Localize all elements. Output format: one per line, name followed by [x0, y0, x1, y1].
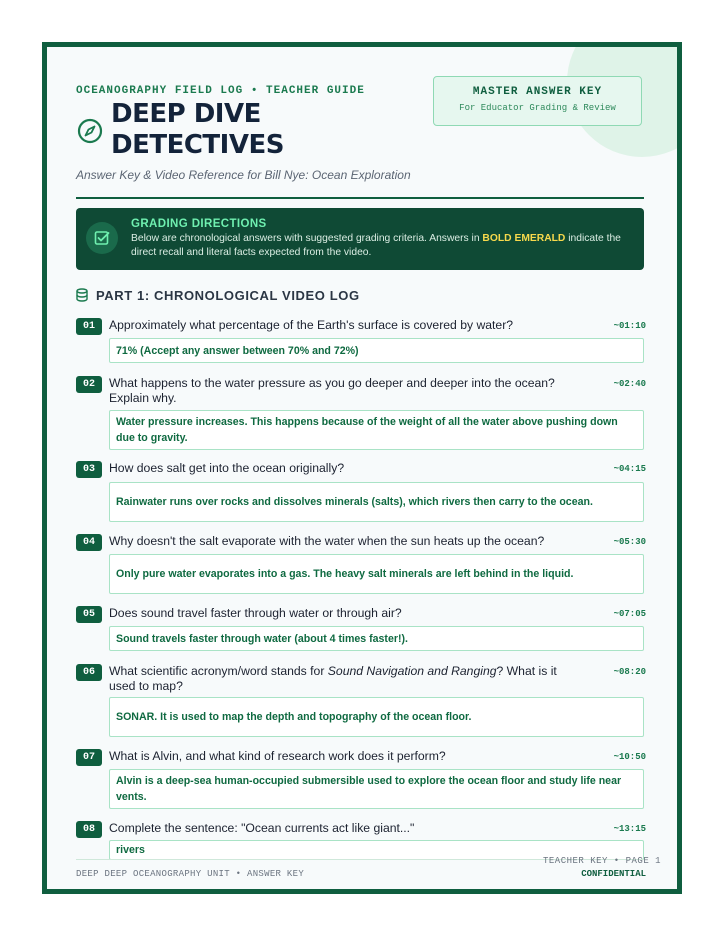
- eyebrow-label: OCEANOGRAPHY FIELD LOG • TEACHER GUIDE: [76, 85, 365, 97]
- question-text: Why doesn't the salt evaporate with the water when the sun heats up the ocean?: [109, 534, 545, 548]
- question-text: Approximately what percentage of the Earth's surface is covered by water?: [109, 318, 514, 332]
- question-number: 07: [76, 749, 102, 766]
- question-text-before: What scientific acronym/word stands for: [109, 664, 328, 678]
- grading-highlight: BOLD EMERALD: [482, 233, 566, 244]
- answer-box: Water pressure increases. This happens because of the weight of all the water above pushing down due to gravity.: [109, 410, 644, 450]
- answer-key-page: [42, 42, 682, 894]
- page-subtitle: Answer Key & Video Reference for Bill Nye: Ocean Exploration: [76, 168, 411, 182]
- answer-box: SONAR. It is used to map the depth and topography of the ocean floor.: [109, 697, 644, 737]
- grading-title: GRADING DIRECTIONS: [131, 218, 267, 230]
- question-text: [109, 664, 574, 694]
- header-divider: [76, 197, 644, 199]
- question-text: How does salt get into the ocean originally?: [109, 461, 345, 475]
- question-number: 04: [76, 534, 102, 551]
- timestamp: ~01:10: [613, 321, 646, 331]
- timestamp: ~02:40: [613, 379, 646, 389]
- answer-box: Only pure water evaporates into a gas. The heavy salt minerals are left behind in the liquid.: [109, 554, 644, 594]
- question-number: 05: [76, 606, 102, 623]
- question-text-italic: Sound Navigation and Ranging: [327, 664, 497, 678]
- timestamp: ~10:50: [613, 752, 646, 762]
- part1-title: PART 1: CHRONOLOGICAL VIDEO LOG: [96, 287, 360, 303]
- title-line-1: DEEP DIVE: [111, 99, 261, 129]
- question-number: 06: [76, 664, 102, 681]
- confidential-label: CONFIDENTIAL: [581, 869, 646, 879]
- master-key-badge: [433, 76, 642, 126]
- checkbox-icon: [86, 222, 118, 254]
- timestamp: ~13:15: [613, 824, 646, 834]
- answer-box: Alvin is a deep-sea human-occupied submersible used to explore the ocean floor and study life near vents.: [109, 769, 644, 809]
- footer-unit-label: DEEP DEEP OCEANOGRAPHY UNIT • ANSWER KEY: [76, 869, 305, 879]
- question-number: 01: [76, 318, 102, 335]
- grading-directions-panel: [76, 208, 644, 270]
- grading-text: [131, 232, 631, 260]
- question-number: 03: [76, 461, 102, 478]
- part1-heading: [76, 285, 360, 305]
- answer-box: Rainwater runs over rocks and dissolves minerals (salts), which rivers then carry to the ocean.: [109, 482, 644, 522]
- grading-text-before: Below are chronological answers with suggested grading criteria. Answers in: [131, 233, 483, 244]
- timestamp: ~08:20: [613, 667, 646, 677]
- compass-icon: [77, 118, 103, 144]
- question-number: 02: [76, 376, 102, 393]
- database-icon: [76, 288, 88, 302]
- question-text-after: ? What is it used to map?: [109, 664, 557, 693]
- question-text: What happens to the water pressure as you go deeper and deeper into the ocean? Explain why.: [109, 376, 555, 405]
- page-number-label: TEACHER KEY • PAGE 1: [543, 856, 662, 866]
- question-text: Does sound travel faster through water or through air?: [109, 606, 402, 620]
- key-badge-subtitle: For Educator Grading & Review: [459, 103, 616, 113]
- title-line-2: DETECTIVES: [111, 130, 284, 160]
- timestamp: ~05:30: [613, 537, 646, 547]
- page-title: [111, 99, 284, 161]
- answer-box: rivers: [109, 840, 644, 860]
- question-text: Complete the sentence: "Ocean currents act like giant...": [109, 821, 415, 835]
- timestamp: ~07:05: [613, 609, 646, 619]
- timestamp: ~04:15: [613, 464, 646, 474]
- grading-text-after: indicate the direct recall and literal facts expected from the video.: [131, 233, 621, 258]
- question-number: 08: [76, 821, 102, 838]
- question-text: What is Alvin, and what kind of research work does it perform?: [109, 749, 446, 763]
- answer-box: Sound travels faster through water (about 4 times faster!).: [109, 626, 644, 651]
- key-badge-title: MASTER ANSWER KEY: [472, 86, 603, 98]
- answer-box: 71% (Accept any answer between 70% and 72%): [109, 338, 644, 363]
